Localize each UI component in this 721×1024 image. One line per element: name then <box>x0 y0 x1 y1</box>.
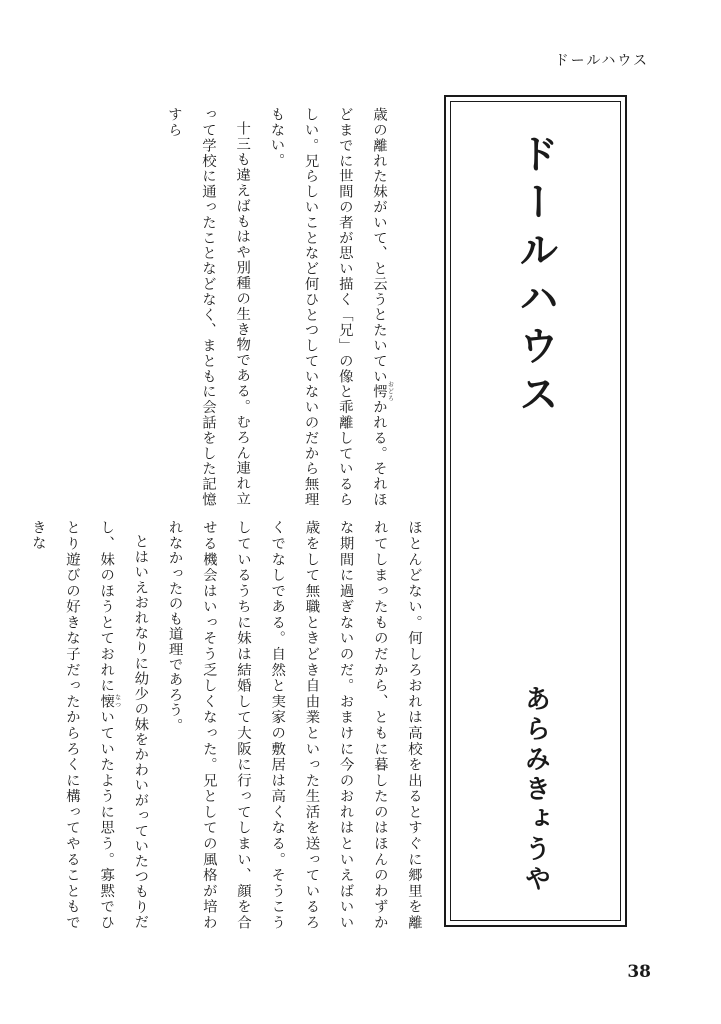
ruby-annotation <box>371 381 394 402</box>
author-name: あらみきょうや <box>520 685 551 895</box>
body-text-lower <box>21 520 431 930</box>
page-number: 38 <box>627 962 651 982</box>
story-title: ドールハウス <box>512 133 560 421</box>
text-run: いていたように思う。寡黙でひとり遊びの好きな子だったからろくに構ってやることもできな <box>29 520 115 931</box>
ruby-base: 愕 <box>371 381 387 402</box>
ruby-reading: おどろ <box>386 381 394 402</box>
ruby-annotation <box>98 693 121 710</box>
paragraph: 十三も違えばもはや別種の生き物である。むろん連れ立って学校に通ったことなどなく、まともに会話をした記憶すら <box>165 107 251 507</box>
text-run: 歳の離れた妹がいて、と云うとたいてい <box>371 107 387 385</box>
paragraph: ほとんどない。何しろおれは高校を出るとすぐに郷里を離れてしまったものだから、ともに暮したのはほんのわずかな期間に過ぎないのだ。おまけに今のおれはといえばいい歳をして無職ときどき自由業といった生活を送っているろくでなしである。自然と実家の敷居は高くなる。そうこうしているうちに妹は結婚して大阪に行ってしまい、顔を合せる機会はいっそう乏しくなった。兄としての風格が培われなかったのも道理であろう。 <box>166 520 422 930</box>
text-run: かれる。それほどまでに世間の者が思い描く「兄」の像と乖離しているらしい。兄らしいことなど何ひとつしていないのだから無理もない。 <box>268 107 387 507</box>
paragraph <box>259 107 396 507</box>
ruby-reading: なつ <box>113 693 121 709</box>
body-text-upper <box>157 107 396 507</box>
text-run: とはいえおれなりに幼少の妹をかわいがっていたつもりだし、妹のほうとておれに <box>98 520 149 930</box>
running-head: ドールハウス <box>554 53 649 69</box>
title-box <box>444 95 627 927</box>
ruby-base: 懐 <box>98 693 115 710</box>
paragraph <box>21 520 158 930</box>
